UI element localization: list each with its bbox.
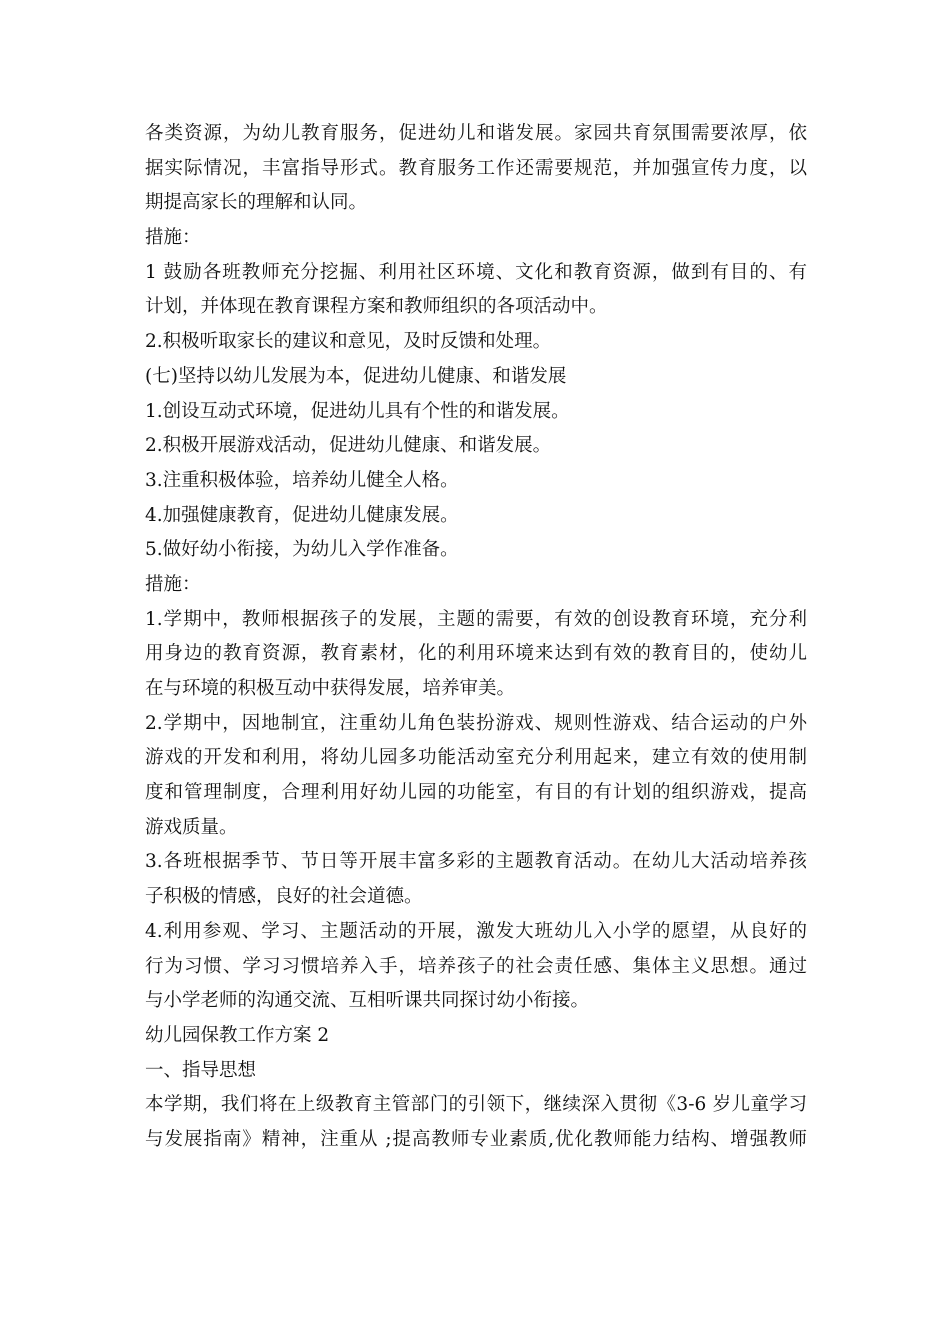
- text-line: 游戏质量。: [145, 816, 238, 838]
- document-body: [145, 117, 807, 1158]
- text-line: (七)坚持以幼儿发展为本，促进幼儿健康、和谐发展: [145, 365, 567, 387]
- text-line: 幼儿园保教工作方案 2: [145, 1024, 330, 1046]
- text-line: 1.学期中，教师根据孩子的发展，主题的需要，有效的创设教育环境，充分利: [145, 608, 807, 630]
- text-line: 与小学老师的沟通交流、互相听课共同探讨幼小衔接。: [145, 990, 590, 1012]
- text-line: 本学期，我们将在上级教育主管部门的引领下，继续深入贯彻《3-6 岁儿童学习: [145, 1094, 807, 1116]
- text-line: 在与环境的积极互动中获得发展，培养审美。: [145, 678, 516, 699]
- text-line: 各类资源，为幼儿教育服务，促进幼儿和谐发展。家园共育氛围需要浓厚，依: [145, 123, 807, 144]
- text-line: 4.加强健康教育，促进幼儿健康发展。: [145, 504, 459, 526]
- text-line: 2.学期中，因地制宜，注重幼儿角色装扮游戏、规则性游戏、结合运动的户外: [145, 712, 807, 734]
- text-line: 子积极的情感，良好的社会道德。: [145, 886, 423, 908]
- text-line: 与发展指南》精神，注重从 ;提高教师专业素质,优化教师能力结构、增强教师: [145, 1128, 807, 1150]
- text-line: 期提高家长的理解和认同。: [145, 192, 368, 214]
- text-line: 度和管理制度，合理利用好幼儿园的功能室，有目的有计划的组织游戏，提高: [145, 782, 807, 804]
- text-line: 1.创设互动式环境，促进幼儿具有个性的和谐发展。: [145, 400, 570, 422]
- text-line: 游戏的开发和利用，将幼儿园多功能活动室充分利用起来，建立有效的使用制: [145, 747, 807, 769]
- text-line: 计划，并体现在教育课程方案和教师组织的各项活动中。: [145, 296, 608, 318]
- text-line: 措施：: [145, 573, 201, 595]
- text-line: 1 鼓励各班教师充分挖掘、利用社区环境、文化和教育资源，做到有目的、有: [145, 261, 807, 283]
- text-line: 5.做好幼小衔接，为幼儿入学作准备。: [145, 539, 459, 561]
- text-line: 一、指导思想: [145, 1059, 257, 1081]
- text-line: 3.注重积极体验，培养幼儿健全人格。: [145, 469, 459, 491]
- text-line: 3.各班根据季节、节日等开展丰富多彩的主题教育活动。在幼儿大活动培养孩: [145, 851, 807, 873]
- text-line: 2.积极听取家长的建议和意见，及时反馈和处理。: [145, 331, 552, 353]
- text-line: 据实际情况，丰富指导形式。教育服务工作还需要规范，并加强宣传力度，以: [145, 157, 807, 179]
- text-line: 用身边的教育资源，教育素材，化的利用环境来达到有效的教育目的，使幼儿: [145, 643, 807, 665]
- text-line: 4.利用参观、学习、主题活动的开展，激发大班幼儿入小学的愿望，从良好的: [145, 920, 807, 942]
- text-line: 行为习惯、学习习惯培养入手，培养孩子的社会责任感、集体主义思想。通过: [145, 955, 807, 977]
- text-line: 措施：: [145, 227, 201, 249]
- text-line: 2.积极开展游戏活动，促进幼儿健康、和谐发展。: [145, 435, 552, 457]
